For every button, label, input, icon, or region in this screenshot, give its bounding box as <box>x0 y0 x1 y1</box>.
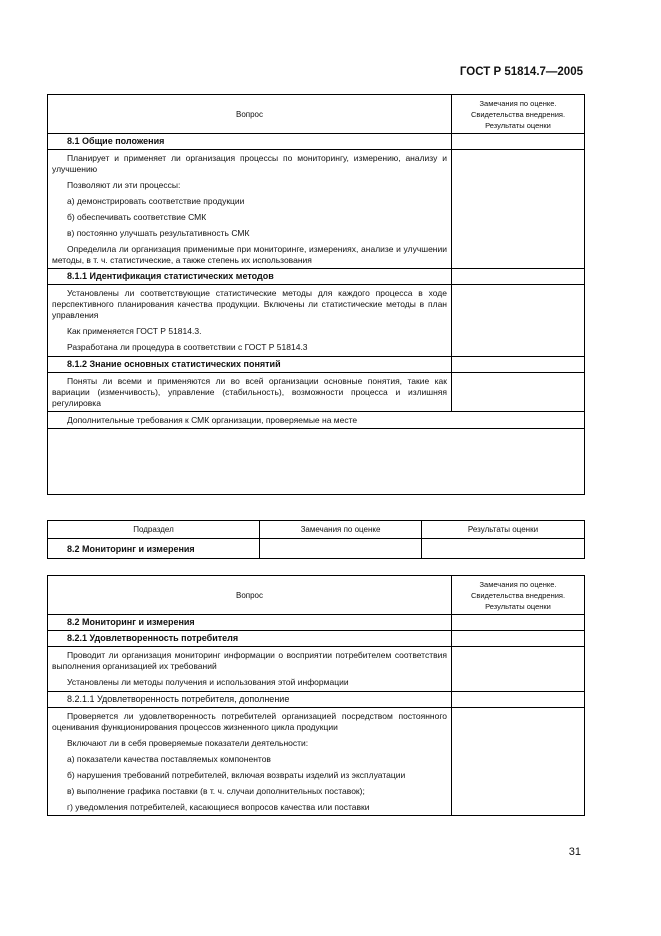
question-text: Установлены ли соответствующие статистические методы для каждого процесса в ходе перспективного планирования качества продукции. Включены ли статистические методы в план управления <box>52 288 447 320</box>
question-cell <box>48 150 452 269</box>
assessment-table-8-1 <box>47 94 585 495</box>
question-row <box>48 647 585 692</box>
question-row <box>48 708 585 816</box>
section-title: 8.2 Мониторинг и измерения <box>48 615 452 631</box>
section-row <box>48 615 585 631</box>
document-code: ГОСТ Р 51814.7—2005 <box>459 66 583 78</box>
remarks-cell[interactable] <box>452 708 585 816</box>
question-cell <box>48 373 452 412</box>
section-row <box>48 631 585 647</box>
column-header-results: Результаты оценки <box>422 521 585 539</box>
question-text: Установлены ли методы получения и использования этой информации <box>67 677 349 687</box>
section-title: 8.1 Общие положения <box>48 134 452 150</box>
section-title: 8.2.1 Удовлетворенность потребителя <box>48 631 452 647</box>
question-text: б) обеспечивать соответствие СМК <box>67 212 207 222</box>
question-text: в) выполнение графика поставки (в т. ч. случаи дополнительных поставок); <box>67 786 365 796</box>
subsection-summary-table <box>47 520 585 559</box>
question-text: Поняты ли всеми и применяются ли во всей организации основные понятия, такие как вариации (изменчивость), управление (стабильность), возможности процесса и излишняя регулировка <box>52 376 447 408</box>
remarks-cell[interactable] <box>452 615 585 631</box>
remarks-cell[interactable] <box>452 285 585 357</box>
question-cell <box>48 285 452 357</box>
remarks-cell[interactable] <box>452 647 585 692</box>
assessment-table-8-2 <box>47 575 585 816</box>
question-text: а) демонстрировать соответствие продукции <box>67 196 245 206</box>
section-row <box>48 269 585 285</box>
remarks-cell[interactable] <box>452 692 585 708</box>
question-text: г) уведомления потребителей, касающиеся вопросов качества или поставки <box>67 802 370 812</box>
table-header-row <box>48 521 585 539</box>
question-text: Разработана ли процедура в соответствии с ГОСТ Р 51814.3 <box>67 342 308 352</box>
column-header-remarks: Замечания по оценке. Свидетельства внедрения. Результаты оценки <box>452 576 585 615</box>
remarks-cell[interactable] <box>452 134 585 150</box>
question-text: Планирует и применяет ли организация процессы по мониторингу, измерению, анализу и улучшению <box>52 153 447 174</box>
column-header-question: Вопрос <box>48 95 452 134</box>
remarks-cell[interactable] <box>260 539 422 559</box>
table-header-row <box>48 576 585 615</box>
section-row <box>48 357 585 373</box>
question-row <box>48 150 585 269</box>
blank-row <box>48 429 585 495</box>
blank-notes-area[interactable] <box>48 429 585 495</box>
remarks-cell[interactable] <box>452 150 585 269</box>
question-text: б) нарушения требований потребителей, включая возвраты изделий из эксплуатации <box>67 770 406 780</box>
column-header-remarks: Замечания по оценке. Свидетельства внедрения. Результаты оценки <box>452 95 585 134</box>
section-row <box>48 692 585 708</box>
page-number: 31 <box>568 846 581 858</box>
section-title: 8.1.2 Знание основных статистических понятий <box>48 357 452 373</box>
question-text: Включают ли в себя проверяемые показатели деятельности: <box>67 738 309 748</box>
remarks-cell[interactable] <box>452 631 585 647</box>
section-title: 8.2.1.1 Удовлетворенность потребителя, дополнение <box>48 692 452 708</box>
question-text: Проверяется ли удовлетворенность потребителей организацией посредством постоянного оценивания функционирования процессов жизненного цикла продукции <box>52 711 447 732</box>
column-header-remarks: Замечания по оценке <box>260 521 422 539</box>
question-row <box>48 285 585 357</box>
question-text: Проводит ли организация мониторинг информации о восприятии потребителем соответствия выполнения организацией их требований <box>52 650 447 671</box>
remarks-cell[interactable] <box>452 269 585 285</box>
question-text: Дополнительные требования к СМК организации, проверяемые на месте <box>67 415 358 425</box>
remarks-cell[interactable] <box>452 357 585 373</box>
question-row <box>48 373 585 412</box>
additional-requirements-row <box>48 412 585 429</box>
question-text: в) постоянно улучшать результативность СМК <box>67 228 250 238</box>
remarks-cell[interactable] <box>452 373 585 412</box>
question-text: а) показатели качества поставляемых компонентов <box>67 754 271 764</box>
question-text: Определила ли организация применимые при мониторинге, измерениях, анализе и улучшении методы, в т. ч. статистические, а также степень их использования <box>52 244 447 265</box>
table-row <box>48 539 585 559</box>
section-title: 8.1.1 Идентификация статистических методов <box>48 269 452 285</box>
question-text: Как применяется ГОСТ Р 51814.3. <box>67 326 202 336</box>
subsection-title: 8.2 Мониторинг и измерения <box>48 539 260 559</box>
column-header-question: Вопрос <box>48 576 452 615</box>
question-text: Позволяют ли эти процессы: <box>67 180 181 190</box>
additional-requirements-cell <box>48 412 585 429</box>
results-cell[interactable] <box>422 539 585 559</box>
question-cell <box>48 647 452 692</box>
column-header-subsection: Подраздел <box>48 521 260 539</box>
question-cell <box>48 708 452 816</box>
section-row <box>48 134 585 150</box>
table-header-row <box>48 95 585 134</box>
